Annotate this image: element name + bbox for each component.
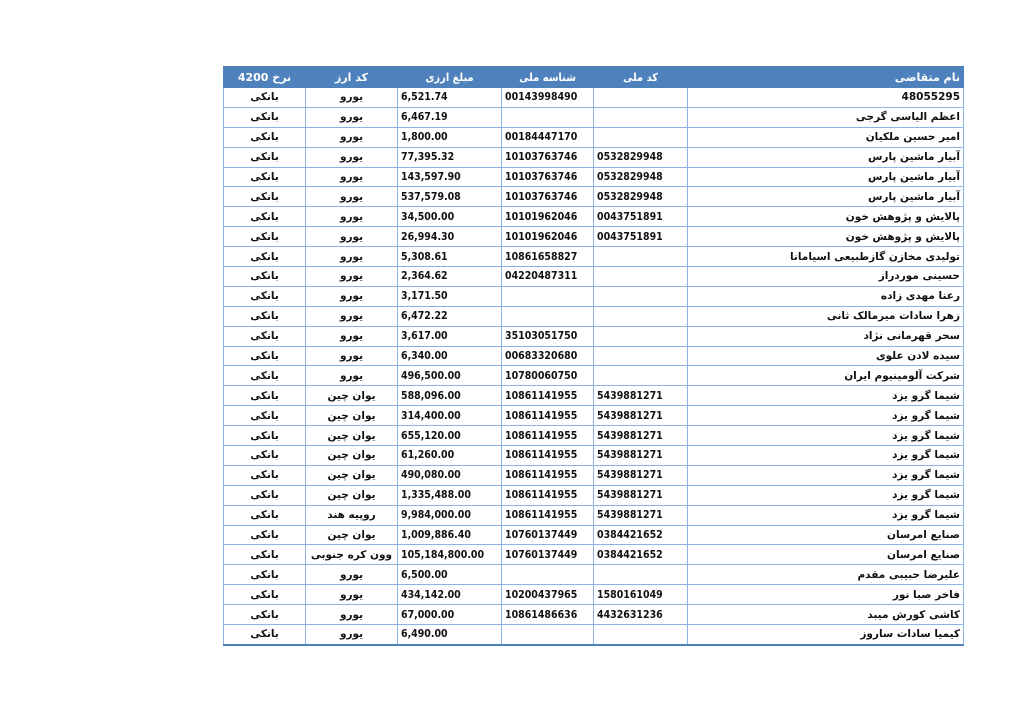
table-row (224, 505, 964, 525)
cell-currency: روپیه هند (306, 505, 398, 525)
cell-national-code (594, 326, 688, 346)
cell-currency: یورو (306, 207, 398, 227)
cell-applicant-name: شیما گرو یزد (688, 426, 964, 446)
cell-rate: بانکی (224, 286, 306, 306)
cell-national-id: 10103763746 (502, 147, 594, 167)
cell-rate: بانکی (224, 167, 306, 187)
cell-currency: یورو (306, 585, 398, 605)
cell-amount: 34,500.00 (398, 207, 502, 227)
cell-applicant-name: پالایش و پژوهش خون (688, 207, 964, 227)
cell-national-id: 00184447170 (502, 127, 594, 147)
cell-rate: بانکی (224, 227, 306, 247)
cell-currency: یوان چین (306, 465, 398, 485)
cell-currency: یوان چین (306, 485, 398, 505)
cell-amount: 314,400.00 (398, 406, 502, 426)
cell-rate: بانکی (224, 326, 306, 346)
cell-national-code (594, 107, 688, 127)
cell-national-code: 5439881271 (594, 426, 688, 446)
cell-currency: یورو (306, 247, 398, 267)
table-row (224, 465, 964, 485)
cell-applicant-name: اعظم الیاسی گرجی (688, 107, 964, 127)
table-row (224, 625, 964, 645)
cell-national-code: 0043751891 (594, 227, 688, 247)
table-row (224, 605, 964, 625)
cell-applicant-name: سیده لادن علوی (688, 346, 964, 366)
cell-rate: بانکی (224, 306, 306, 326)
header-rate: نرخ 4200 (224, 67, 306, 88)
cell-amount: 67,000.00 (398, 605, 502, 625)
cell-rate: بانکی (224, 446, 306, 466)
cell-rate: بانکی (224, 426, 306, 446)
table-row (224, 88, 964, 108)
cell-national-id (502, 306, 594, 326)
table-row (224, 147, 964, 167)
cell-national-code (594, 286, 688, 306)
cell-amount: 9,984,000.00 (398, 505, 502, 525)
cell-currency: یوان چین (306, 446, 398, 466)
cell-national-code: 1580161049 (594, 585, 688, 605)
cell-national-code (594, 267, 688, 287)
table-row (224, 306, 964, 326)
cell-national-code: 5439881271 (594, 386, 688, 406)
cell-national-id: 10861141955 (502, 485, 594, 505)
cell-applicant-name: پالایش و پژوهش خون (688, 227, 964, 247)
cell-rate: بانکی (224, 127, 306, 147)
cell-amount: 105,184,800.00 (398, 545, 502, 565)
cell-amount: 588,096.00 (398, 386, 502, 406)
header-national-id: شناسه ملی (502, 67, 594, 88)
table-row (224, 366, 964, 386)
table-row (224, 107, 964, 127)
cell-amount: 496,500.00 (398, 366, 502, 386)
table-row (224, 386, 964, 406)
cell-amount: 3,617.00 (398, 326, 502, 346)
cell-national-code: 5439881271 (594, 446, 688, 466)
cell-applicant-name: فاخر صبا نور (688, 585, 964, 605)
cell-national-id: 10861141955 (502, 386, 594, 406)
cell-national-id (502, 107, 594, 127)
table-row (224, 346, 964, 366)
cell-applicant-name: زهرا سادات میرمالک ثانی (688, 306, 964, 326)
cell-amount: 61,260.00 (398, 446, 502, 466)
cell-rate: بانکی (224, 187, 306, 207)
cell-currency: یورو (306, 326, 398, 346)
cell-applicant-name: آبیار ماشین پارس (688, 147, 964, 167)
cell-amount: 490,080.00 (398, 465, 502, 485)
cell-applicant-name: شرکت آلومینیوم ایران (688, 366, 964, 386)
cell-amount: 655,120.00 (398, 426, 502, 446)
cell-national-id: 10103763746 (502, 167, 594, 187)
cell-national-code (594, 565, 688, 585)
cell-rate: بانکی (224, 545, 306, 565)
cell-amount: 434,142.00 (398, 585, 502, 605)
cell-amount: 6,467.19 (398, 107, 502, 127)
cell-national-id: 00143998490 (502, 88, 594, 108)
cell-rate: بانکی (224, 207, 306, 227)
cell-national-id: 00683320680 (502, 346, 594, 366)
cell-applicant-name: شیما گرو یزد (688, 505, 964, 525)
cell-national-id: 10780060750 (502, 366, 594, 386)
cell-national-id (502, 625, 594, 645)
cell-currency: یورو (306, 366, 398, 386)
cell-amount: 6,490.00 (398, 625, 502, 645)
cell-applicant-name: شیما گرو یزد (688, 446, 964, 466)
table-row (224, 565, 964, 585)
cell-rate: بانکی (224, 386, 306, 406)
cell-applicant-name: کیمیا سادات ساروز (688, 625, 964, 645)
table-row (224, 446, 964, 466)
cell-currency: یورو (306, 565, 398, 585)
cell-currency: یورو (306, 187, 398, 207)
cell-currency: یورو (306, 605, 398, 625)
table-row (224, 207, 964, 227)
applicants-table (223, 66, 964, 646)
cell-rate: بانکی (224, 525, 306, 545)
cell-applicant-name: صنایع امرسان (688, 545, 964, 565)
table-row (224, 545, 964, 565)
cell-amount: 1,009,886.40 (398, 525, 502, 545)
cell-rate: بانکی (224, 625, 306, 645)
cell-national-code (594, 366, 688, 386)
table-row (224, 525, 964, 545)
cell-applicant-name: شیما گرو یزد (688, 485, 964, 505)
cell-applicant-name: شیما گرو یزد (688, 465, 964, 485)
cell-applicant-name: آبیار ماشین پارس (688, 167, 964, 187)
cell-national-id: 10103763746 (502, 187, 594, 207)
table-row (224, 426, 964, 446)
cell-amount: 1,800.00 (398, 127, 502, 147)
cell-national-id: 10861141955 (502, 465, 594, 485)
cell-rate: بانکی (224, 505, 306, 525)
cell-national-id (502, 565, 594, 585)
cell-rate: بانکی (224, 247, 306, 267)
cell-applicant-name: سحر قهرمانی نژاد (688, 326, 964, 346)
table-header-row (224, 67, 964, 88)
cell-rate: بانکی (224, 605, 306, 625)
cell-national-code (594, 346, 688, 366)
cell-national-code (594, 306, 688, 326)
cell-national-code: 0532829948 (594, 147, 688, 167)
cell-national-code: 5439881271 (594, 465, 688, 485)
cell-currency: یورو (306, 286, 398, 306)
cell-applicant-name: شیما گرو یزد (688, 386, 964, 406)
cell-rate: بانکی (224, 267, 306, 287)
cell-currency: یورو (306, 147, 398, 167)
cell-national-code: 4432631236 (594, 605, 688, 625)
cell-currency: یورو (306, 625, 398, 645)
cell-applicant-name: آبیار ماشین پارس (688, 187, 964, 207)
cell-currency: یوان چین (306, 525, 398, 545)
cell-rate: بانکی (224, 565, 306, 585)
cell-national-id: 35103051750 (502, 326, 594, 346)
header-applicant-name: نام متقاضی (688, 67, 964, 88)
cell-applicant-name: حسینی موردراز (688, 267, 964, 287)
cell-rate: بانکی (224, 346, 306, 366)
cell-national-code: 0532829948 (594, 187, 688, 207)
header-national-code: کد ملی (594, 67, 688, 88)
cell-amount: 6,500.00 (398, 565, 502, 585)
cell-national-code (594, 88, 688, 108)
cell-amount: 6,340.00 (398, 346, 502, 366)
table-row (224, 167, 964, 187)
cell-national-code: 0384421652 (594, 525, 688, 545)
cell-rate: بانکی (224, 465, 306, 485)
cell-applicant-name: علیرضا حبیبی مقدم (688, 565, 964, 585)
cell-currency: یورو (306, 306, 398, 326)
cell-applicant-name: امیر حسین ملکیان (688, 127, 964, 147)
cell-applicant-name: رعنا مهدی زاده (688, 286, 964, 306)
cell-national-id: 10861141955 (502, 406, 594, 426)
cell-applicant-name: صنایع امرسان (688, 525, 964, 545)
cell-national-id: 10760137449 (502, 545, 594, 565)
cell-national-id (502, 286, 594, 306)
cell-applicant-name: 48055295 (688, 88, 964, 108)
cell-rate: بانکی (224, 585, 306, 605)
table-row (224, 187, 964, 207)
cell-amount: 1,335,488.00 (398, 485, 502, 505)
table-row (224, 406, 964, 426)
cell-national-id: 10861141955 (502, 446, 594, 466)
cell-national-code (594, 247, 688, 267)
cell-rate: بانکی (224, 406, 306, 426)
cell-national-code: 5439881271 (594, 485, 688, 505)
cell-rate: بانکی (224, 107, 306, 127)
cell-currency: یورو (306, 167, 398, 187)
cell-rate: بانکی (224, 147, 306, 167)
table-row (224, 247, 964, 267)
header-amount: مبلغ ارزی (398, 67, 502, 88)
cell-national-id: 10861658827 (502, 247, 594, 267)
cell-currency: یورو (306, 107, 398, 127)
cell-national-code: 0532829948 (594, 167, 688, 187)
cell-national-id: 10200437965 (502, 585, 594, 605)
cell-currency: یورو (306, 267, 398, 287)
cell-national-code: 0384421652 (594, 545, 688, 565)
cell-currency: یوان چین (306, 426, 398, 446)
cell-national-id: 10861141955 (502, 426, 594, 446)
cell-amount: 26,994.30 (398, 227, 502, 247)
cell-currency: یوان چین (306, 386, 398, 406)
table-row (224, 326, 964, 346)
cell-currency: وون کره جنوبی (306, 545, 398, 565)
cell-amount: 77,395.32 (398, 147, 502, 167)
cell-amount: 3,171.50 (398, 286, 502, 306)
cell-national-id: 10861486636 (502, 605, 594, 625)
header-currency-code: کد ارز (306, 67, 398, 88)
cell-applicant-name: تولیدی مخازن گازطبیعی اسیامانا (688, 247, 964, 267)
cell-amount: 5,308.61 (398, 247, 502, 267)
cell-amount: 537,579.08 (398, 187, 502, 207)
cell-rate: بانکی (224, 88, 306, 108)
cell-applicant-name: شیما گرو یزد (688, 406, 964, 426)
cell-national-id: 10101962046 (502, 207, 594, 227)
cell-currency: یورو (306, 227, 398, 247)
cell-currency: یوان چین (306, 406, 398, 426)
cell-currency: یورو (306, 346, 398, 366)
cell-rate: بانکی (224, 485, 306, 505)
cell-amount: 6,521.74 (398, 88, 502, 108)
table-row (224, 227, 964, 247)
table-row (224, 585, 964, 605)
cell-national-id: 10101962046 (502, 227, 594, 247)
table-row (224, 267, 964, 287)
table-row (224, 485, 964, 505)
table-row (224, 127, 964, 147)
cell-national-code: 0043751891 (594, 207, 688, 227)
cell-amount: 2,364.62 (398, 267, 502, 287)
applicants-sheet (223, 66, 963, 646)
cell-amount: 6,472.22 (398, 306, 502, 326)
table-row (224, 286, 964, 306)
cell-national-id: 10760137449 (502, 525, 594, 545)
cell-national-id: 10861141955 (502, 505, 594, 525)
cell-national-code: 5439881271 (594, 406, 688, 426)
cell-applicant-name: کاشی کورش میبد (688, 605, 964, 625)
cell-national-id: 04220487311 (502, 267, 594, 287)
cell-amount: 143,597.90 (398, 167, 502, 187)
cell-rate: بانکی (224, 366, 306, 386)
cell-currency: یورو (306, 88, 398, 108)
cell-currency: یورو (306, 127, 398, 147)
cell-national-code: 5439881271 (594, 505, 688, 525)
cell-national-code (594, 625, 688, 645)
cell-national-code (594, 127, 688, 147)
